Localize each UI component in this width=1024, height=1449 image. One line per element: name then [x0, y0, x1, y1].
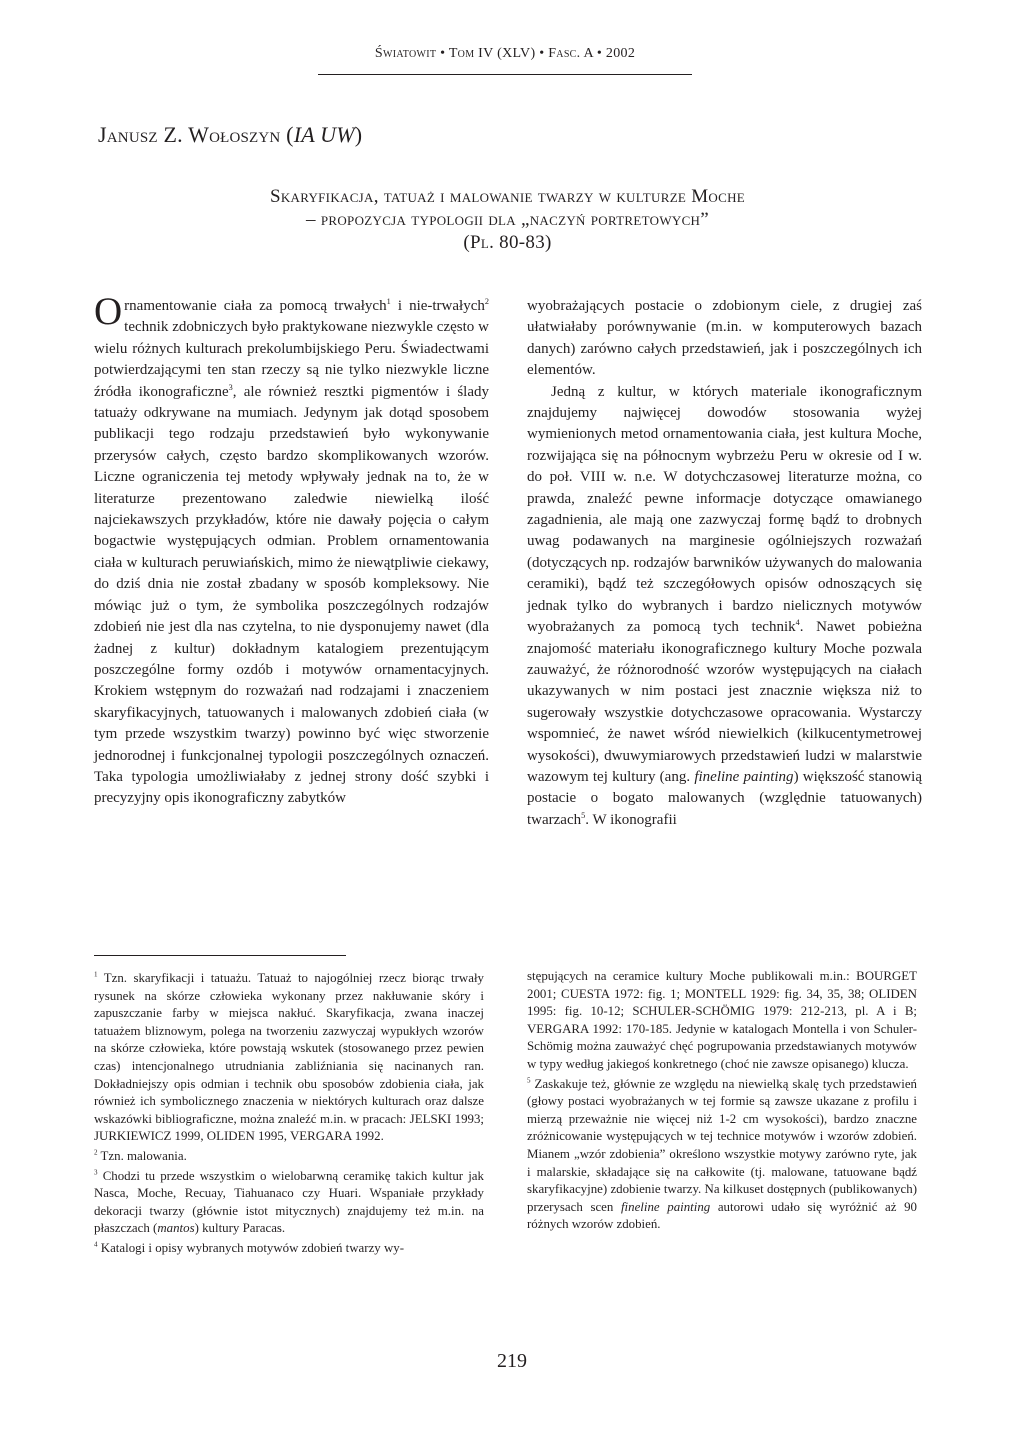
author-line [98, 122, 362, 148]
footnote-ref-2[interactable]: 2 [484, 296, 489, 306]
body-column-left [94, 290, 489, 810]
body-paragraph-2: Jedną z kultur, w których materiale ikonograficznym znajdujemy najwięcej dowodów stosowania wyżej wymienionych metod ornamentowania ciała, jest kultura Moche, rozwijająca się na północnym wybrzeżu Peru w okresie od I w. do poł. VIII w. n.e. W dotychczasowej literaturze można, co prawda, znaleźć pewne informacje dotyczące omawianego zagadnienia, ale mają one zazwyczaj formę bądź to drobnych uwag podawanych na marginesie ogólniejszych rozważań (dotyczących np. rodzajów barwników używanych do malowania ceramiki), bądź też szczegółowych opisów odnoszących się jednak tylko do wybranych i bardzo nielicznych motywów wyobrażanych za pomocą tych technik$^4$. Nawet pobieżna znajomość materiału ikonograficznego kultury Moche pozwala zauważyć, że różnorodność wzorów występujących na ciałach ukazywanych w nim postaci jest znacznie większa niż to sugerowały wszystkie dotychczasowe opracowania. Wystarczy wspomnieć, że nawet wśród niewielkich (kilkucentymetrowej wysokości), dwuwymiarowych przedstawień ludzi w malarstwie wazowym tej kultury (ang. fineline painting) większość stanowią postacie o bogato malowanych (względnie tatuowanych) twarzach$^5$. W ikonografii [527, 383, 923, 828]
title-line-3: (Pl. 80-83) [463, 232, 552, 253]
body-paragraph-1: Ornamentowanie ciała za pomocą trwałych$^1$ i nie-trwałych$^2$ technik zdobniczych było praktykowane niezwykle często w wielu różnych kulturach prekolumbijskiego Peru. Świadectwami potwierdzającymi ten stan rzeczy są nie tylko niezwykle liczne źródła ikonograficzne$^3$, ale również resztki pigmentów i ślady tatuaży odkrywane na mumiach. Jedynym jak dotąd sposobem publikacji tego rodzaju przedstawień było wykonywanie przerysów całych, często bardzo skomplikowanych wzorów. Liczne ograniczenia tej metody wpływały jednak na to, że w literaturze prezentowano zaledwie niewielką ilość najciekawszych przykładów, które nie dawały pojęcia o całym bogactwie występujących odmian. Problem ornamentowania ciała w kulturach peruwiańskich, mimo że niewątpliwie ciekawy, do dziś dnia nie został zbadany w sposób kompleksowy. Nie mówiąc już o tym, że symbolika poszczególnych rodzajów zdobień nie jest dla nas czytelna, to nie dysponujemy nawet (dla żadnej z kultur) dokładnym katalogiem prezentującym poszczególne formy ozdób i motywów ornamentacyjnych. Krokiem wstępnym do rozważań nad rodzajami i znaczeniem skaryfikacyjnych, tatuowanych i malowanych zdobień ciała (w tym przede wszystkim twarzy) powinno być więc stworzenie jednorodnej i funkcjonalnej typologii poszczególnych oznaczeń. Taka typologia umożliwiałaby z jednej strony dość szybki i precyzyjny opis ikonograficzny zabytków [94, 290, 489, 807]
author-close-paren: ) [354, 122, 363, 147]
footnotes-right [527, 970, 917, 1236]
title-line-1: Skaryfikacja, tatuaż i malowanie twarzy w kulturze Moche [269, 186, 746, 207]
footnote-ref-5[interactable]: 5 [581, 810, 586, 820]
footnote-ref-4[interactable]: 4 [795, 617, 800, 627]
footnote-rule [94, 955, 346, 956]
footnote-3: $^3$ Chodzi tu przede wszystkim o wielobarwną ceramikę takich kultur jak Nasca, Moche, Recuay, Tiahuanaco czy Huari. Wspaniałe przykłady dekoracji twarzy (głównie istot mitycznych) znajdujemy też m.in. na płaszczach (mantos) kultury Paracas. [94, 1168, 484, 1236]
footnotes-left [94, 970, 484, 1260]
footnote-ref-1[interactable]: 1 [386, 296, 391, 306]
running-head: Światowit • Tom IV (XLV) • Fasc. A • 2002 [374, 46, 636, 61]
title-line-2: – propozycja typologii dla „naczyń portretowych” [306, 209, 709, 230]
page-number: 219 [497, 1350, 527, 1372]
body-paragraph-1-continued: wyobrażających postacie o zdobionym ciele, z drugiej zaś ułatwiałaby porównywanie (m.in. w komputerowych bazach danych) zarówno całych przedstawień, jak i poszczególnych ich elementów. [527, 298, 922, 379]
footnote-4-continued: stępujących na ceramice kultury Moche publikowali m.in.: BOURGET 2001; CUESTA 1972: fig. 1; MONTELL 1929: fig. 34, 35, 38; OLIDEN 1995: fig. 10-12; SCHULER-SCHÖMIG 1979: 212-213, pl. A i B; VERGARA 1992: 170-185. Jedynie w katalogach Montella i von Schuler-Schömig można zauważyć chęć pogrupowania przedstawianych motywów w typy według jakiegoś konkretnego (choć nie zawsze opisanego) klucza. [527, 969, 917, 1071]
footnote-5: $^5$ Zaskakuje też, głównie ze względu na niewielką skalę tych przedstawień (głowy postaci wyobrażanych w tej formie są zawsze ukazane z profilu i mierzą przeważnie nie więcej niż 1-2 cm wysokości), bardzo znaczne zróżnicowanie występujących w tej technice motywów i wzorów zdobień. Mianem „wzór zdobienia” określono wszystkie motywy zarówno ryte, jak i malarskie, składające się na całkowite (tj. malowane, tatuowane bądź skaryfikacyjne) zdobienie twarzy. Na kilkuset dostępnych (publikowanych) przerysach scen fineline painting autorowi udało się wyróżnić aż 90 różnych wzorów zdobień. [527, 1076, 917, 1232]
drop-cap: O [94, 290, 123, 333]
body-column-right [527, 296, 922, 831]
footnote-4: $^4$ Katalogi i opisy wybranych motywów zdobień twarzy wy- [94, 1240, 405, 1255]
author-affiliation: IA UW [293, 122, 355, 147]
article-title [150, 185, 865, 254]
header-rule [318, 74, 692, 75]
footnote-2: $^2$ Tzn. malowania. [94, 1148, 187, 1163]
author-name: Janusz Z. Wołoszyn ( [98, 122, 294, 147]
footnote-1: $^1$ Tzn. skaryfikacji i tatuażu. Tatuaż to najogólniej rzecz biorąc trwały rysunek na skórze człowieka wykonany przez nakłuwanie skóry i zapuszczanie farby w miejsca nakłuć. Skaryfikacja, zwana inaczej tatuażem bliznowym, polega na tworzeniu zazwyczaj wypukłych wzorów na skórze człowieka, które powstają wskutek (stosowanego przez pewien czas) intencjonalnego utrudniania zabliźniania się nacinanych ran. Dokładniejszy opis odmian i technik obu sposobów zdobienia ciała, jak również ich symbolicznego znaczenia w niektórych kulturach oraz dalsze wskazówki bibliograficzne, można znaleźć m.in. w pracach: JELSKI 1993; JURKIEWICZ 1999, OLIDEN 1995, VERGARA 1992. [94, 970, 484, 1144]
footnote-ref-3[interactable]: 3 [228, 382, 233, 392]
